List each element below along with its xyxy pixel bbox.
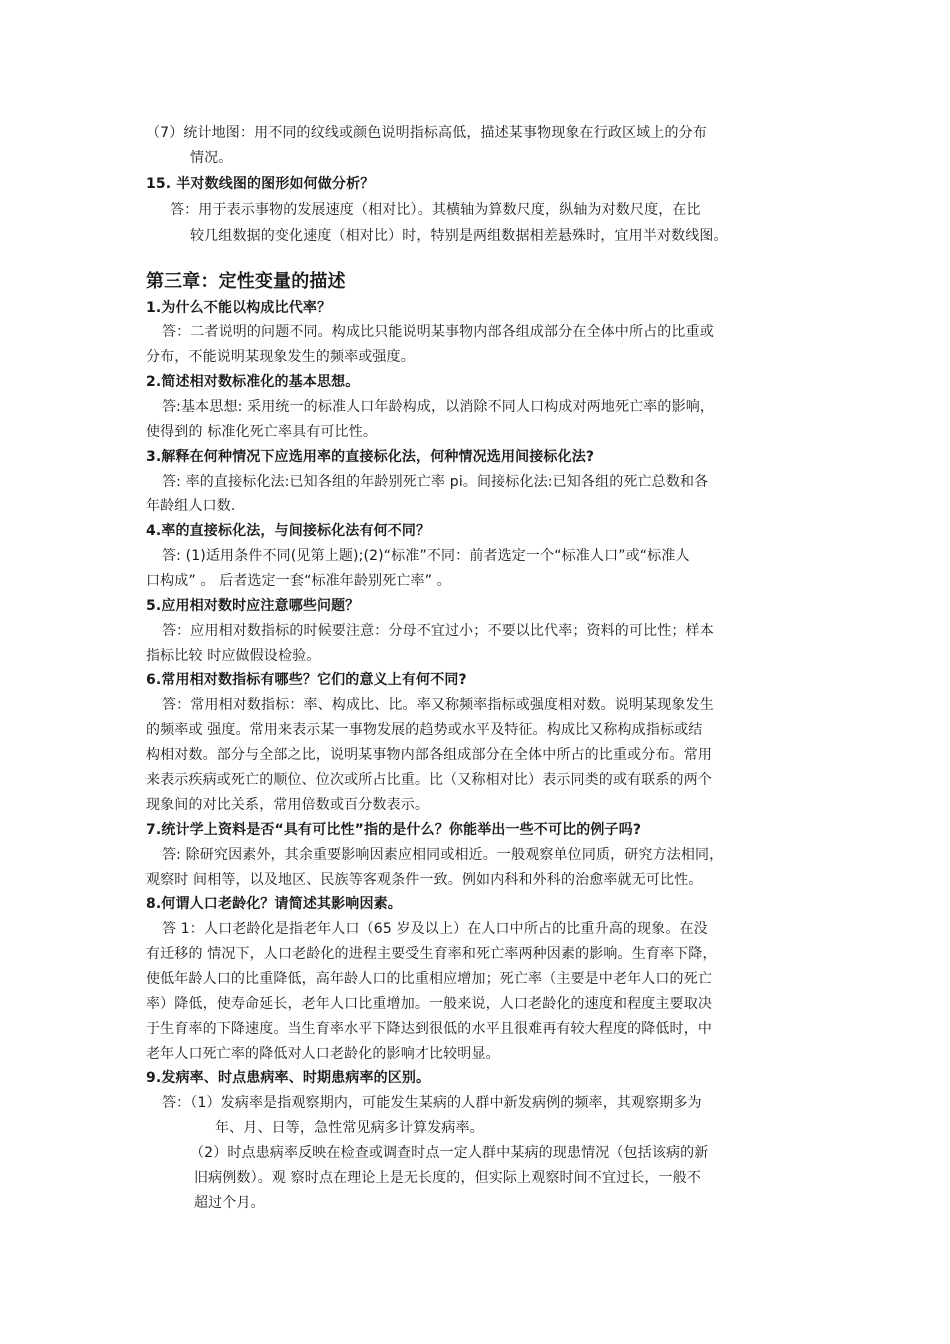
answer-line: 构相对数。部分与全部之比，说明某事物内部各组成部分在全体中所占的比重或分布。常用 bbox=[146, 747, 712, 763]
answer-line: 超过个月。 bbox=[194, 1195, 265, 1211]
answer-line: 答：二者说明的问题不同。构成比只能说明某事物内部各组成部分在全体中所占的比重或 bbox=[162, 324, 714, 340]
answer-line: 的频率或 强度。常用来表示某一事物发展的趋势或水平及特征。构成比又称构成指标或结 bbox=[146, 722, 703, 738]
answer-line: 答 1：人口老龄化是指老年人口（65 岁及以上）在人口中所占的比重升高的现象。在没 bbox=[162, 921, 708, 937]
question-title: 3.解释在何种情况下应选用率的直接标化法，何种情况选用间接标化法? bbox=[146, 449, 595, 465]
answer-line: 有迁移的 情况下，人口老龄化的进程主要受生育率和死亡率两种因素的影响。生育率下降， bbox=[146, 946, 717, 962]
question-title: 6.常用相对数指标有哪些？它们的意义上有何不同? bbox=[146, 672, 467, 688]
answer-line: 旧病例数）。观 察时点在理论上是无长度的，但实际上观察时间不宜过长，一般不 bbox=[194, 1170, 701, 1186]
answer-line: 答: 除研究因素外，其余重要影响因素应相同或相近。一般观察单位同质，研究方法相同， bbox=[162, 847, 724, 863]
q15-answer-line2: 较几组数据的变化速度（相对比）时，特别是两组数据相差悬殊时，宜用半对数线图。 bbox=[190, 228, 728, 244]
answer-line: 使低年龄人口的比重降低，高年龄人口的比重相应增加；死亡率（主要是中老年人口的死亡 bbox=[146, 971, 712, 987]
q15-answer-line1: 答：用于表示事物的发展速度（相对比）。其横轴为算数尺度，纵轴为对数尺度，在比 bbox=[170, 202, 701, 218]
answer-line: 老年人口死亡率的降低对人口老龄化的影响才比较明显。 bbox=[146, 1046, 500, 1062]
answer-line: 来表示疾病或死亡的顺位、位次或所占比重。比（又称相对比）表示同类的或有联系的两个 bbox=[146, 772, 712, 788]
question-title: 7.统计学上资料是否“具有可比性”指的是什么？你能举出一些不可比的例子吗? bbox=[146, 822, 642, 838]
item7-line2: 情况。 bbox=[190, 150, 233, 166]
item7-line1: （7）统计地图：用不同的纹线或颜色说明指标高低，描述某事物现象在行政区域上的分布 bbox=[146, 125, 707, 141]
answer-line: 年龄组人口数. bbox=[146, 498, 236, 514]
question-title: 2.简述相对数标准化的基本思想。 bbox=[146, 374, 360, 390]
answer-line: 答:基本思想: 采用统一的标准人口年龄构成，以消除不同人口构成对两地死亡率的影响， bbox=[162, 399, 715, 415]
answer-line: 于生育率的下降速度。当生育率水平下降达到很低的水平且很难再有较大程度的降低时，中 bbox=[146, 1021, 712, 1037]
question-title: 8.何谓人口老龄化？请简述其影响因素。 bbox=[146, 896, 402, 912]
answer-line: 年、月、日等，急性常见病多计算发病率。 bbox=[215, 1120, 484, 1136]
answer-line: 答: 率的直接标化法:已知各组的年龄别死亡率 pi。间接标化法:已知各组的死亡总数和各 bbox=[162, 474, 709, 490]
answer-line: 分布，不能说明某现象发生的频率或强度。 bbox=[146, 349, 415, 365]
q15-title: 15. 半对数线图的图形如何做分析？ bbox=[146, 176, 375, 192]
answer-line: 率）降低，使寿命延长，老年人口比重增加。一般来说，人口老龄化的速度和程度主要取决 bbox=[146, 996, 712, 1012]
question-title: 9.发病率、时点患病率、时期患病率的区别。 bbox=[146, 1070, 431, 1086]
answer-line: 观察时 间相等，以及地区、民族等客观条件一致。例如内科和外科的治愈率就无可比性。 bbox=[146, 872, 703, 888]
answer-line: 指标比较 时应做假设检验。 bbox=[146, 648, 321, 664]
chapter-title: 第三章：定性变量的描述 bbox=[146, 271, 346, 292]
answer-line: 口构成” 。 后者选定一套“标准年龄别死亡率” 。 bbox=[146, 573, 451, 589]
question-title: 1.为什么不能以构成比代率？ bbox=[146, 300, 332, 316]
answer-line: （2）时点患病率反映在检查或调查时点一定人群中某病的现患情况（包括该病的新 bbox=[190, 1145, 709, 1161]
answer-line: 答：应用相对数指标的时候要注意：分母不宜过小；不要以比代率；资料的可比性；样本 bbox=[162, 623, 714, 639]
answer-line: 现象间的对比关系，常用倍数或百分数表示。 bbox=[146, 797, 429, 813]
answer-line: 答：（1）发病率是指观察期内，可能发生某病的人群中新发病例的频率，其观察期多为 bbox=[162, 1095, 702, 1111]
question-title: 4.率的直接标化法，与间接标化法有何不同？ bbox=[146, 523, 431, 539]
answer-line: 答：常用相对数指标：率、构成比、比。率又称频率指标或强度相对数。说明某现象发生 bbox=[162, 697, 714, 713]
answer-line: 使得到的 标准化死亡率具有可比性。 bbox=[146, 424, 377, 440]
answer-line: 答: (1)适用条件不同(见第上题);(2)“标准”不同：前者选定一个“标准人口”或“标准人 bbox=[162, 548, 690, 564]
question-title: 5.应用相对数时应注意哪些问题？ bbox=[146, 598, 360, 614]
